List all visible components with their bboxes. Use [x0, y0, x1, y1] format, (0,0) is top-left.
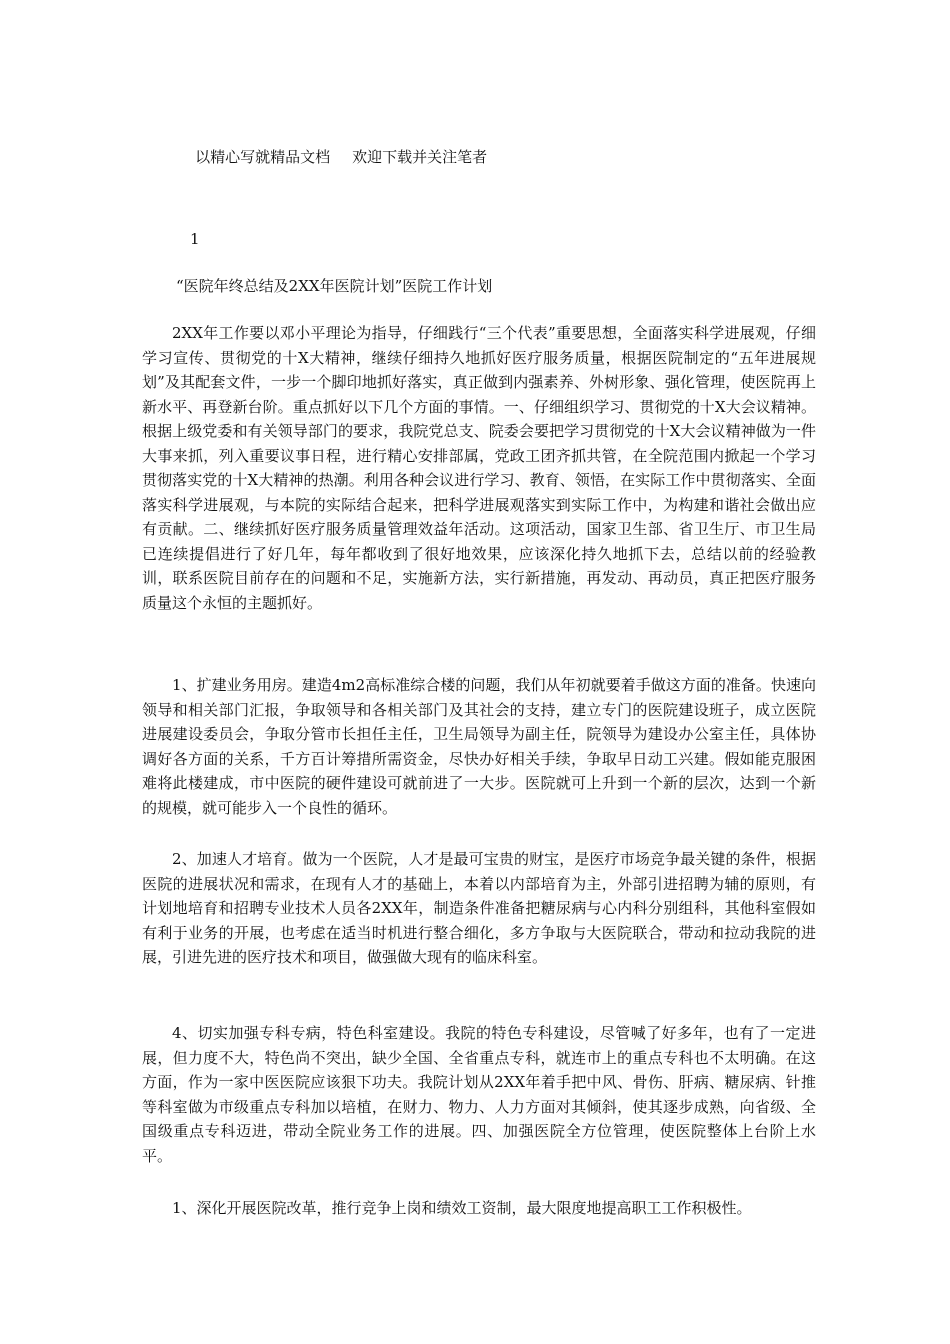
page-header: [176, 127, 487, 187]
paragraph-intro: 2XX年工作要以邓小平理论为指导，仔细践行“三个代表”重要思想，全面落实科学进展观，仔细学习宣传、贯彻党的十X大精神，继续仔细持久地抓好医疗服务质量，根据医院制定的“五年进展规划”及其配套文件，一步一个脚印地抓好落实，真正做到内强素养、外树形象、强化管理，使医院再上新水平、再登新台阶。重点抓好以下几个方面的事情。一、仔细组织学习、贯彻党的十X大会议精神。根据上级党委和有关领导部门的要求，我院党总支、院委会要把学习贯彻党的十X大会议精神做为一件大事来抓，列入重要议事日程，进行精心安排部属，党政工团齐抓共管，在全院范围内掀起一个学习贯彻落实党的十X大精神的热潮。利用各种会议进行学习、教育、领悟，在实际工作中贯彻落实、全面落实科学进展观，与本院的实际结合起来，把科学进展观落实到实际工作中，为构建和谐社会做出应有贡献。二、继续抓好医疗服务质量管理效益年活动。这项活动，国家卫生部、省卫生厅、市卫生局已连续提倡进行了好几年，每年都收到了很好地效果，应该深化持久地抓下去，总结以前的经验教训，联系医院目前存在的问题和不足，实施新方法，实行新措施，再发动、再动员，真正把医疗服务质量这个永恒的主题抓好。: [142, 324, 816, 612]
header-left-text: 以精心写就精品文档: [195, 148, 331, 166]
document-title: “医院年终总结及2XX年医院计划”医院工作计划: [176, 277, 493, 295]
paragraph-expand-building: 1、扩建业务用房。建造4m2高标准综合楼的问题，我们从年初就要着手做这方面的准备。快速向领导和相关部门汇报，争取领导和各相关部门及其社会的支持，建立专门的医院建设班子，成立医院进展建设委员会，争取分管市长担任主任，卫生局领导为副主任，院领导为建设办公室主任，具体协调好各方面的关系，千方百计筹措所需资金，尽快办好相关手续，争取早日动工兴建。假如能克服困难将此楼建成，市中医院的硬件建设可就前进了一大步。医院就可上升到一个新的层次，达到一个新的规模，就可能步入一个良性的循环。: [142, 676, 816, 817]
paragraph-hospital-reform: 1、深化开展医院改革，推行竞争上岗和绩效工资制，最大限度地提高职工工作积极性。: [172, 1199, 752, 1217]
paragraph-talent-training: 2、加速人才培育。做为一个医院，人才是最可宝贵的财宝，是医疗市场竞争最关键的条件，根据医院的进展状况和需求，在现有人才的基础上，本着以内部培育为主，外部引进招聘为辅的原则，有计划地培育和招聘专业技术人员各2XX年，制造条件准备把糖尿病与心内科分别组科，其他科室假如有利于业务的开展，也考虑在适当时机进行整合细化，多方争取与大医院联合，带动和拉动我院的进展，引进先进的医疗技术和项目，做强做大现有的临床科室。: [142, 850, 816, 966]
page-number: 1: [190, 230, 200, 248]
paragraph-specialty-departments: 4、切实加强专科专病，特色科室建设。我院的特色专科建设，尽管喊了好多年，也有了一定进展，但力度不大，特色尚不突出，缺少全国、全省重点专科，就连市上的重点专科也不太明确。在这方面，作为一家中医医院应该狠下功夫。我院计划从2XX年着手把中风、骨伤、肝病、糖尿病、针推等科室做为市级重点专科加以培植，在财力、物力、人力方面对其倾斜，使其逐步成熟，向省级、全国级重点专科迈进，带动全院业务工作的进展。四、加强医院全方位管理，使医院整体上台阶上水平。: [142, 1024, 816, 1165]
header-right-text: 欢迎下载并关注笔者: [352, 148, 488, 166]
